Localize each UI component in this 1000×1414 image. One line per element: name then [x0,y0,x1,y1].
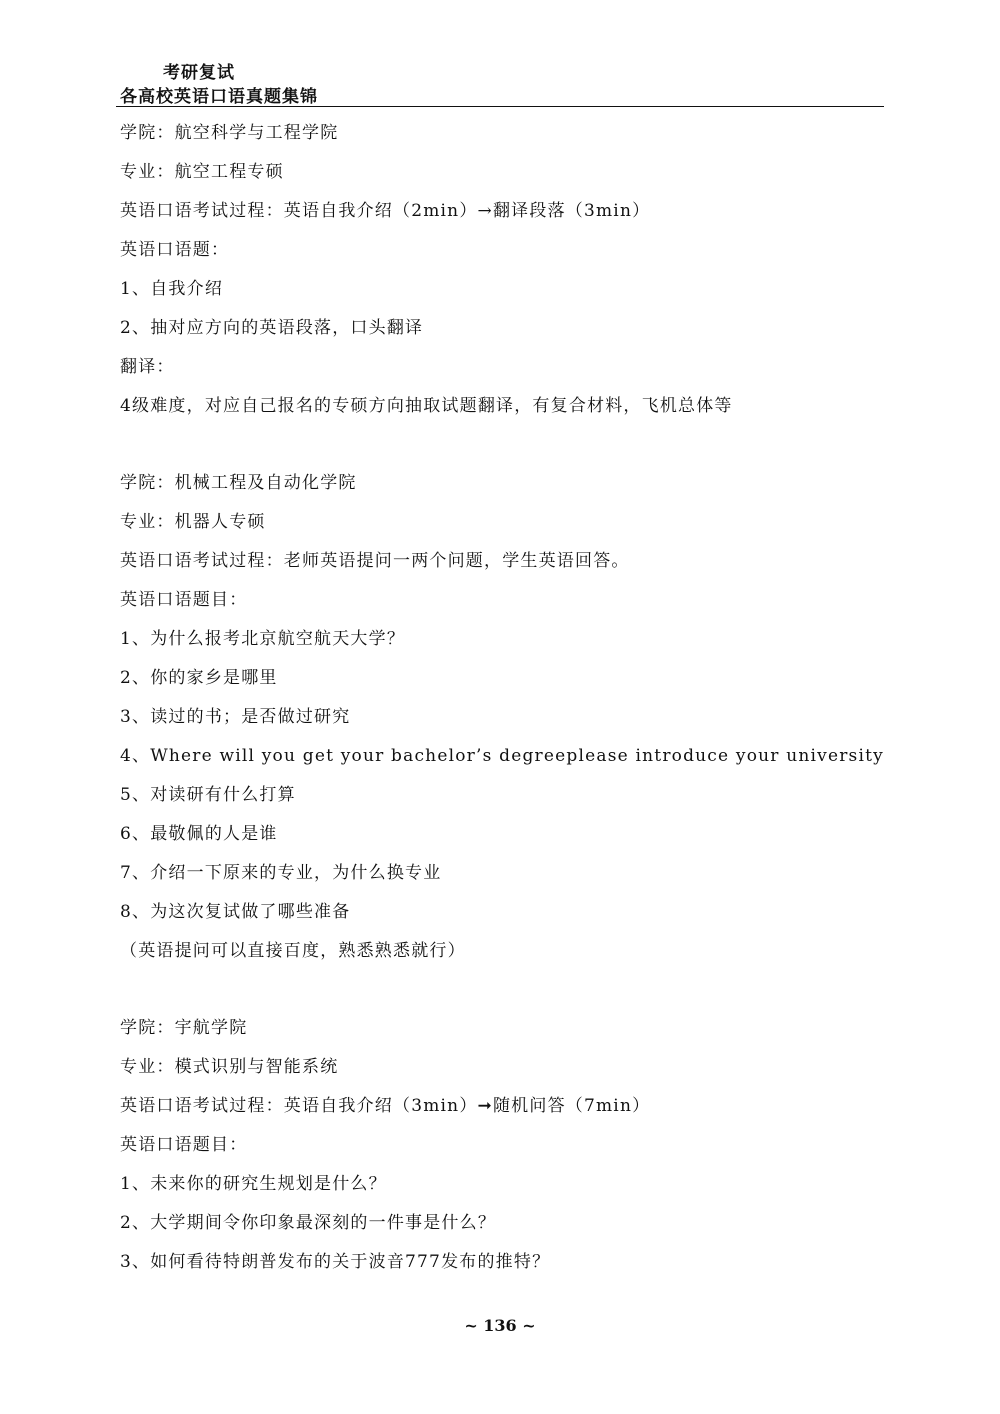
section-school: 学院：航空科学与工程学院 [120,123,339,143]
header-divider [116,106,884,107]
question-item: 6、最敬佩的人是谁 [120,824,278,844]
section-astronautics [120,1009,880,1282]
header-subtitle: 各高校英语口语真题集锦 [120,87,318,107]
section-major: 专业：模式识别与智能系统 [120,1057,339,1077]
translation-note: 4级难度，对应自己报名的专硕方向抽取试题翻译，有复合材料，飞机总体等 [120,396,733,416]
section-major: 专业：航空工程专硕 [120,162,284,182]
question-item: 3、如何看待特朗普发布的关于波音777发布的推特？ [120,1252,551,1272]
section-process: 英语口语考试过程：英语自我介绍（3min）➞随机问答（7min） [120,1096,651,1116]
translation-heading: 翻译： [120,357,175,377]
page-number: ~ 136 ~ [464,1316,536,1335]
question-item: 4、Where will you get your bachelor’s degreeplease introduce your university [120,746,884,766]
document-body [120,114,884,1282]
section-spacer [120,426,880,464]
question-item: 2、抽对应方向的英语段落，口头翻译 [120,318,424,338]
section-major: 专业：机器人专硕 [120,512,266,532]
question-item: 5、对读研有什么打算 [120,785,296,805]
section-process: 英语口语考试过程：英语自我介绍（2min）→翻译段落（3min） [120,201,651,221]
section-questions-heading: 英语口语题目： [120,590,248,610]
question-item: 1、为什么报考北京航空航天大学？ [120,629,406,649]
section-school: 学院：机械工程及自动化学院 [120,473,357,493]
question-item: 7、介绍一下原来的专业，为什么换专业 [120,863,442,883]
section-spacer [120,971,880,1009]
question-item: 8、为这次复试做了哪些准备 [120,902,351,922]
question-item: 2、大学期间令你印象最深刻的一件事是什么？ [120,1213,497,1233]
question-item: 3、读过的书；是否做过研究 [120,707,351,727]
section-questions-heading: 英语口语题： [120,240,230,260]
question-item: 1、自我介绍 [120,279,224,299]
section-aeronautics [120,114,880,426]
section-process: 英语口语考试过程：老师英语提问一两个问题，学生英语回答。 [120,551,630,571]
question-item: 2、你的家乡是哪里 [120,668,278,688]
section-questions-heading: 英语口语题目： [120,1135,248,1155]
section-note: （英语提问可以直接百度，熟悉熟悉就行） [120,941,466,961]
section-school: 学院：宇航学院 [120,1018,248,1038]
section-mechanical [120,464,884,971]
question-item: 1、未来你的研究生规划是什么？ [120,1174,387,1194]
header-title: 考研复试 [163,63,235,83]
